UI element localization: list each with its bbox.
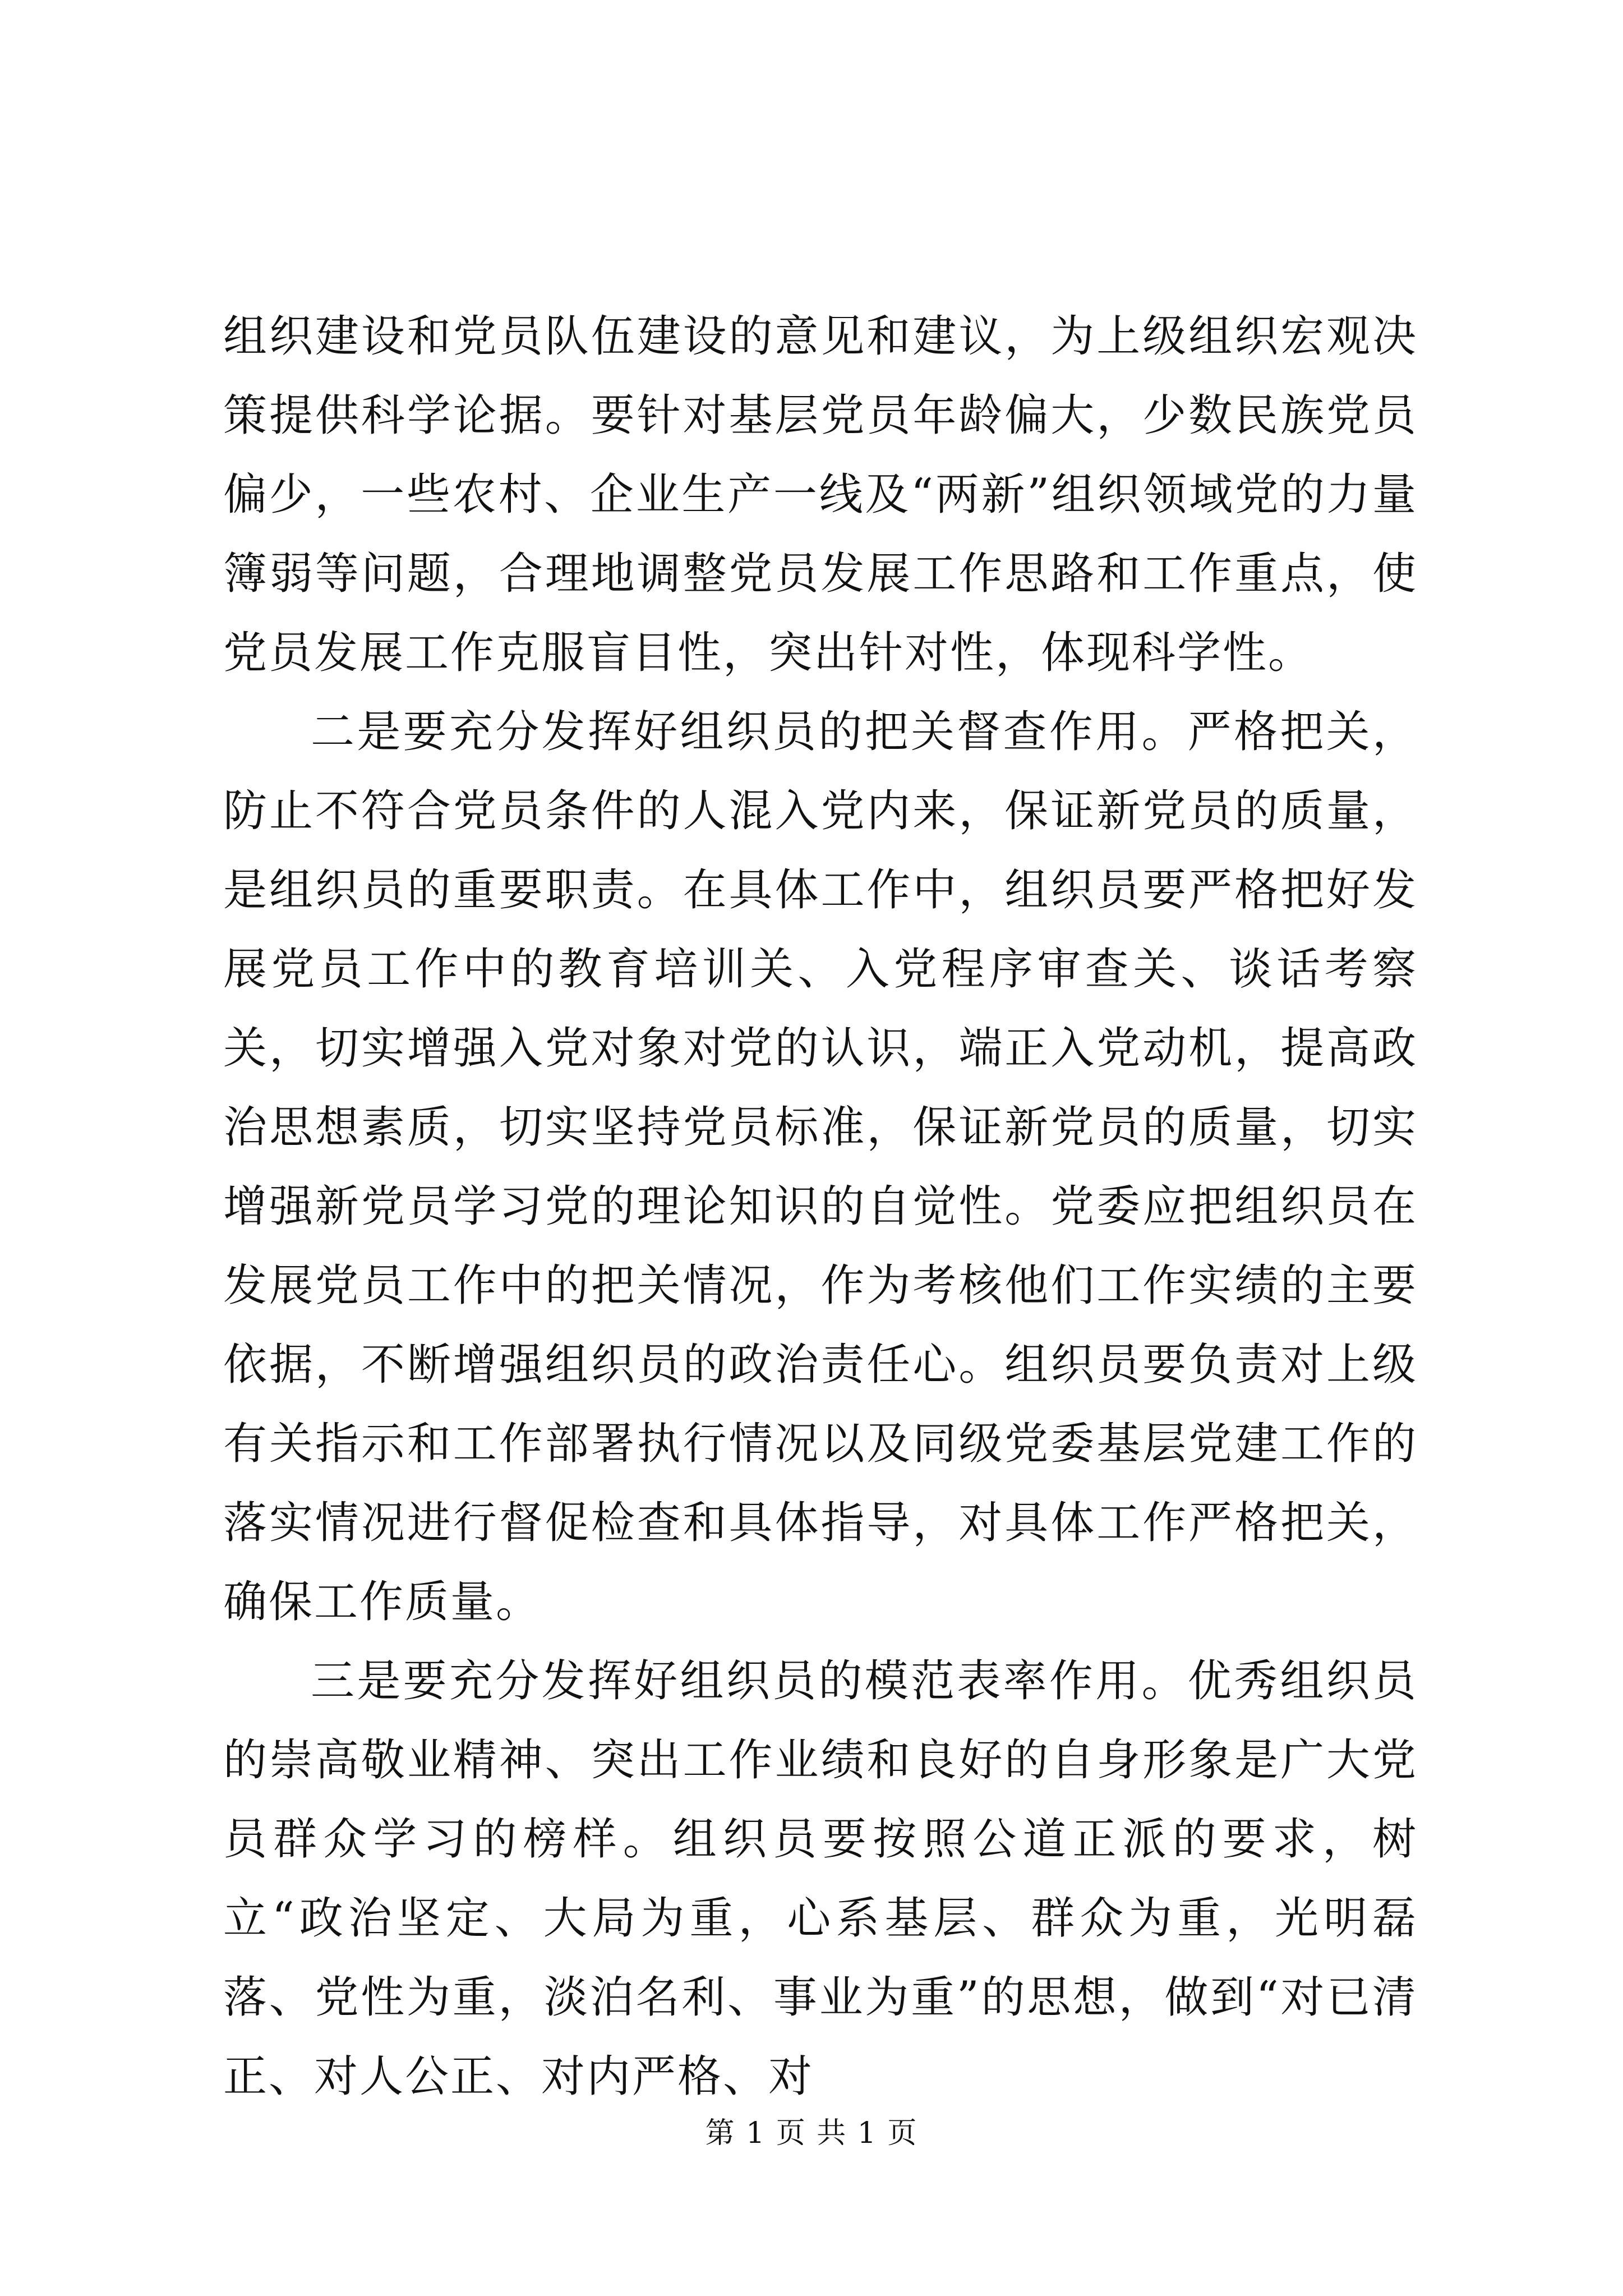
paragraph-1: 组织建设和党员队伍建设的意见和建议，为上级组织宏观决策提供科学论据。要针对基层党员年龄偏大，少数民族党员偏少，一些农村、企业生产一线及“两新”组织领域党的力量簿弱等问题，合理地调整党员发展工作思路和工作重点，使党员发展工作克服盲目性，突出针对性，体现科学性。 — [223, 311, 1418, 678]
paragraph-2: 二是要充分发挥好组织员的把关督查作用。严格把关，防止不符合党员条件的人混入党内来，保证新党员的质量，是组织员的重要职责。在具体工作中，组织员要严格把好发展党员工作中的教育培训关、入党程序审查关、谈话考察关，切实增强入党对象对党的认识，端正入党动机，提高政治思想素质，切实坚持党员标准，保证新党员的质量，切实增强新党员学习党的理论知识的自觉性。党委应把组织员在发展党员工作中的把关情况，作为考核他们工作实绩的主要依据，不断增强组织员的政治责任心。组织员要负责对上级有关指示和工作部署执行情况以及同级党委基层党建工作的落实情况进行督促检查和具体指导，对具体工作严格把关，确保工作质量。 — [223, 707, 1418, 1627]
page-footer: 第 1 页 共 1 页 — [705, 2116, 918, 2150]
document-body — [223, 297, 1418, 2116]
paragraph-3: 三是要充分发挥好组织员的模范表率作用。优秀组织员的崇高敬业精神、突出工作业绩和良好的自身形象是广大党员群众学习的榜样。组织员要按照公道正派的要求，树立“政治坚定、大局为重，心系基层、群众为重，光明磊落、党性为重，淡泊名利、事业为重”的思想，做到“对已清正、对人公正、对内严格、对 — [223, 1656, 1418, 2102]
